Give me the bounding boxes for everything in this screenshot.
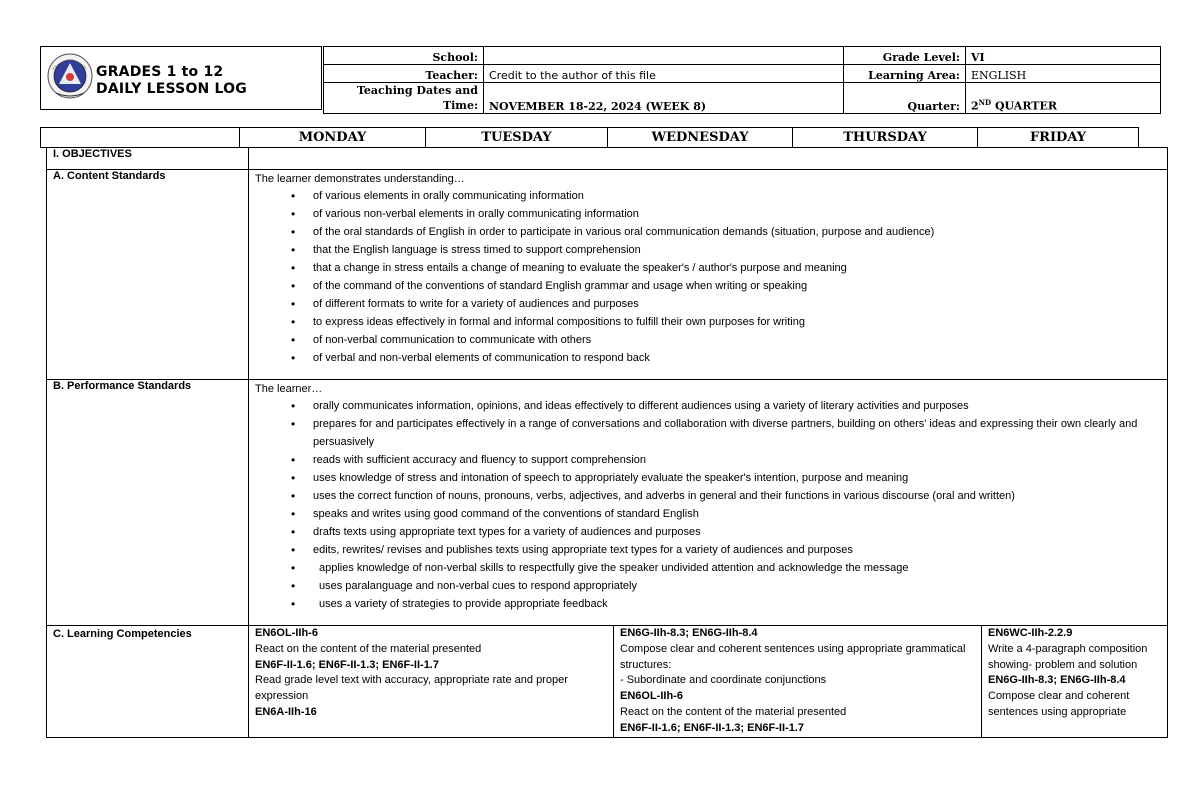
standard-item: • uses a variety of strategies to provide appropriate feedback [291, 595, 1161, 613]
competency-text: Write a 4-paragraph composition showing- problem and solution [988, 642, 1148, 671]
content-standards-list [255, 187, 1161, 367]
competency-text: Compose clear and coherent sentences using appropriate [988, 690, 1130, 718]
deped-seal-icon [47, 53, 93, 99]
day-tuesday: TUESDAY [426, 128, 608, 148]
standard-item: • uses knowledge of stress and intonation of speech to appropriately evaluate the speaker's intention, purpose and meaning [291, 469, 1161, 487]
performance-standards-label: B. Performance Standards [47, 380, 249, 626]
teacher-value: Credit to the author of this file [484, 65, 844, 83]
quarter-value [966, 83, 1161, 114]
learning-area-value: ENGLISH [966, 65, 1161, 83]
standard-item: • reads with sufficient accuracy and fluency to support comprehension [291, 451, 1161, 469]
competencies-col-2 [614, 626, 982, 738]
standard-item: • uses the correct function of nouns, pronouns, verbs, adjectives, and adverbs in general and their functions in various discourse (oral and written) [291, 487, 1161, 505]
day-thursday: THURSDAY [793, 128, 978, 148]
learning-competencies-label: C. Learning Competencies [47, 626, 249, 738]
grade-level-label: Grade Level: [844, 47, 966, 65]
header-info-table [323, 46, 1161, 114]
standard-item: • to express ideas effectively in formal and informal compositions to fulfill their own purposes for writing [291, 313, 1161, 331]
competency-text: React on the content of the material presented [255, 642, 482, 655]
learning-area-label: Learning Area: [844, 65, 966, 83]
competency-code: EN6OL-IIh-6 [620, 690, 683, 703]
standard-item: • of non-verbal communication to communicate with others [291, 331, 1161, 349]
teaching-dates-label-line2: Time: [442, 99, 478, 112]
weekday-header [40, 127, 1139, 148]
competency-code: EN6F-II-1.6; EN6F-II-1.3; EN6F-II-1.7 [255, 658, 439, 671]
standard-item: • of various elements in orally communicating information [291, 187, 1161, 205]
competency-code: EN6WC-IIh-2.2.9 [988, 627, 1073, 639]
quarter-suffix: ND [978, 98, 992, 108]
competency-text: React on the content of the material presented [620, 705, 847, 718]
standard-item: • of verbal and non-verbal elements of communication to respond back [291, 349, 1161, 367]
competencies-col-2-content [620, 626, 975, 737]
competencies-col-1 [249, 626, 614, 738]
teaching-dates-label [324, 83, 484, 114]
grade-level-value: VI [966, 47, 1161, 65]
day-monday: MONDAY [240, 128, 426, 148]
standard-item: • edits, rewrites/ revises and publishes texts using appropriate text types for a variety of audiences and purposes [291, 541, 1161, 559]
standard-item: • prepares for and participates effectively in a range of conversations and collaboration with diverse partners, building on others' ideas and expressing their own clearly and persuasively [291, 415, 1161, 451]
standard-item: • speaks and writes using good command of the conventions of standard English [291, 505, 1161, 523]
standard-item: • applies knowledge of non-verbal skills to respectfully give the speaker undivided attention and acknowledge the message [291, 559, 1161, 577]
objectives-label: I. OBJECTIVES [47, 148, 249, 170]
standard-item: • that a change in stress entails a change of meaning to evaluate the speaker's / author's purpose and meaning [291, 259, 1161, 277]
competency-code: EN6G-IIh-8.3; EN6G-IIh-8.4 [988, 674, 1126, 687]
content-standards-cell [249, 170, 1168, 380]
content-standards-label: A. Content Standards [47, 170, 249, 380]
performance-standards-list [255, 397, 1161, 613]
quarter-text: QUARTER [991, 100, 1057, 113]
day-wednesday: WEDNESDAY [608, 128, 793, 148]
standard-item: • of the command of the conventions of standard English grammar and usage when writing or speaking [291, 277, 1161, 295]
standard-item: • of various non-verbal elements in orally communicating information [291, 205, 1161, 223]
quarter-number: 2 [971, 100, 979, 113]
title-line-1: GRADES 1 to 12 [96, 64, 224, 80]
standard-item: • orally communicates information, opinions, and ideas effectively to different audiences using a variety of literary activities and purposes [291, 397, 1161, 415]
performance-standards-cell [249, 380, 1168, 626]
competencies-col-1-content [255, 626, 607, 721]
school-label: School: [324, 47, 484, 65]
standard-item: • of the oral standards of English in order to participate in various oral communication demands (situation, purpose and audience) [291, 223, 1161, 241]
school-value [484, 47, 844, 65]
content-standards-intro: The learner demonstrates understanding… [255, 173, 465, 185]
day-friday: FRIDAY [978, 128, 1139, 148]
competency-code: EN6F-II-1.6; EN6F-II-1.3; EN6F-II-1.7 [620, 721, 804, 734]
competency-code: EN6G-IIh-8.3; EN6G-IIh-8.4 [620, 627, 758, 639]
lesson-log-table [46, 147, 1168, 738]
teaching-dates-label-line1: Teaching Dates and [356, 84, 478, 97]
quarter-label: Quarter: [844, 83, 966, 114]
competencies-col-3 [982, 626, 1168, 738]
title-line-2: DAILY LESSON LOG [96, 81, 247, 97]
standard-item: • that the English language is stress timed to support comprehension [291, 241, 1161, 259]
competency-text: Compose clear and coherent sentences using appropriate grammatical structures: [620, 642, 966, 671]
teaching-dates-value: NOVEMBER 18-22, 2024 (WEEK 8) [484, 83, 844, 114]
competency-code: EN6OL-IIh-6 [255, 627, 318, 639]
standard-item: • of different formats to write for a variety of audiences and purposes [291, 295, 1161, 313]
competency-text: Read grade level text with accuracy, appropriate rate and proper expression [255, 674, 568, 703]
competencies-col-3-content [988, 626, 1161, 721]
standard-item: • drafts texts using appropriate text types for a variety of audiences and purposes [291, 523, 1161, 541]
competency-text: - Subordinate and coordinate conjunctions [620, 674, 827, 687]
objectives-cell [249, 148, 1168, 170]
standard-item: • uses paralanguage and non-verbal cues to respond appropriately [291, 577, 1161, 595]
weekday-spacer [41, 128, 240, 148]
performance-standards-intro: The learner… [255, 383, 323, 395]
competency-code: EN6A-IIh-16 [255, 705, 317, 718]
teacher-label: Teacher: [324, 65, 484, 83]
